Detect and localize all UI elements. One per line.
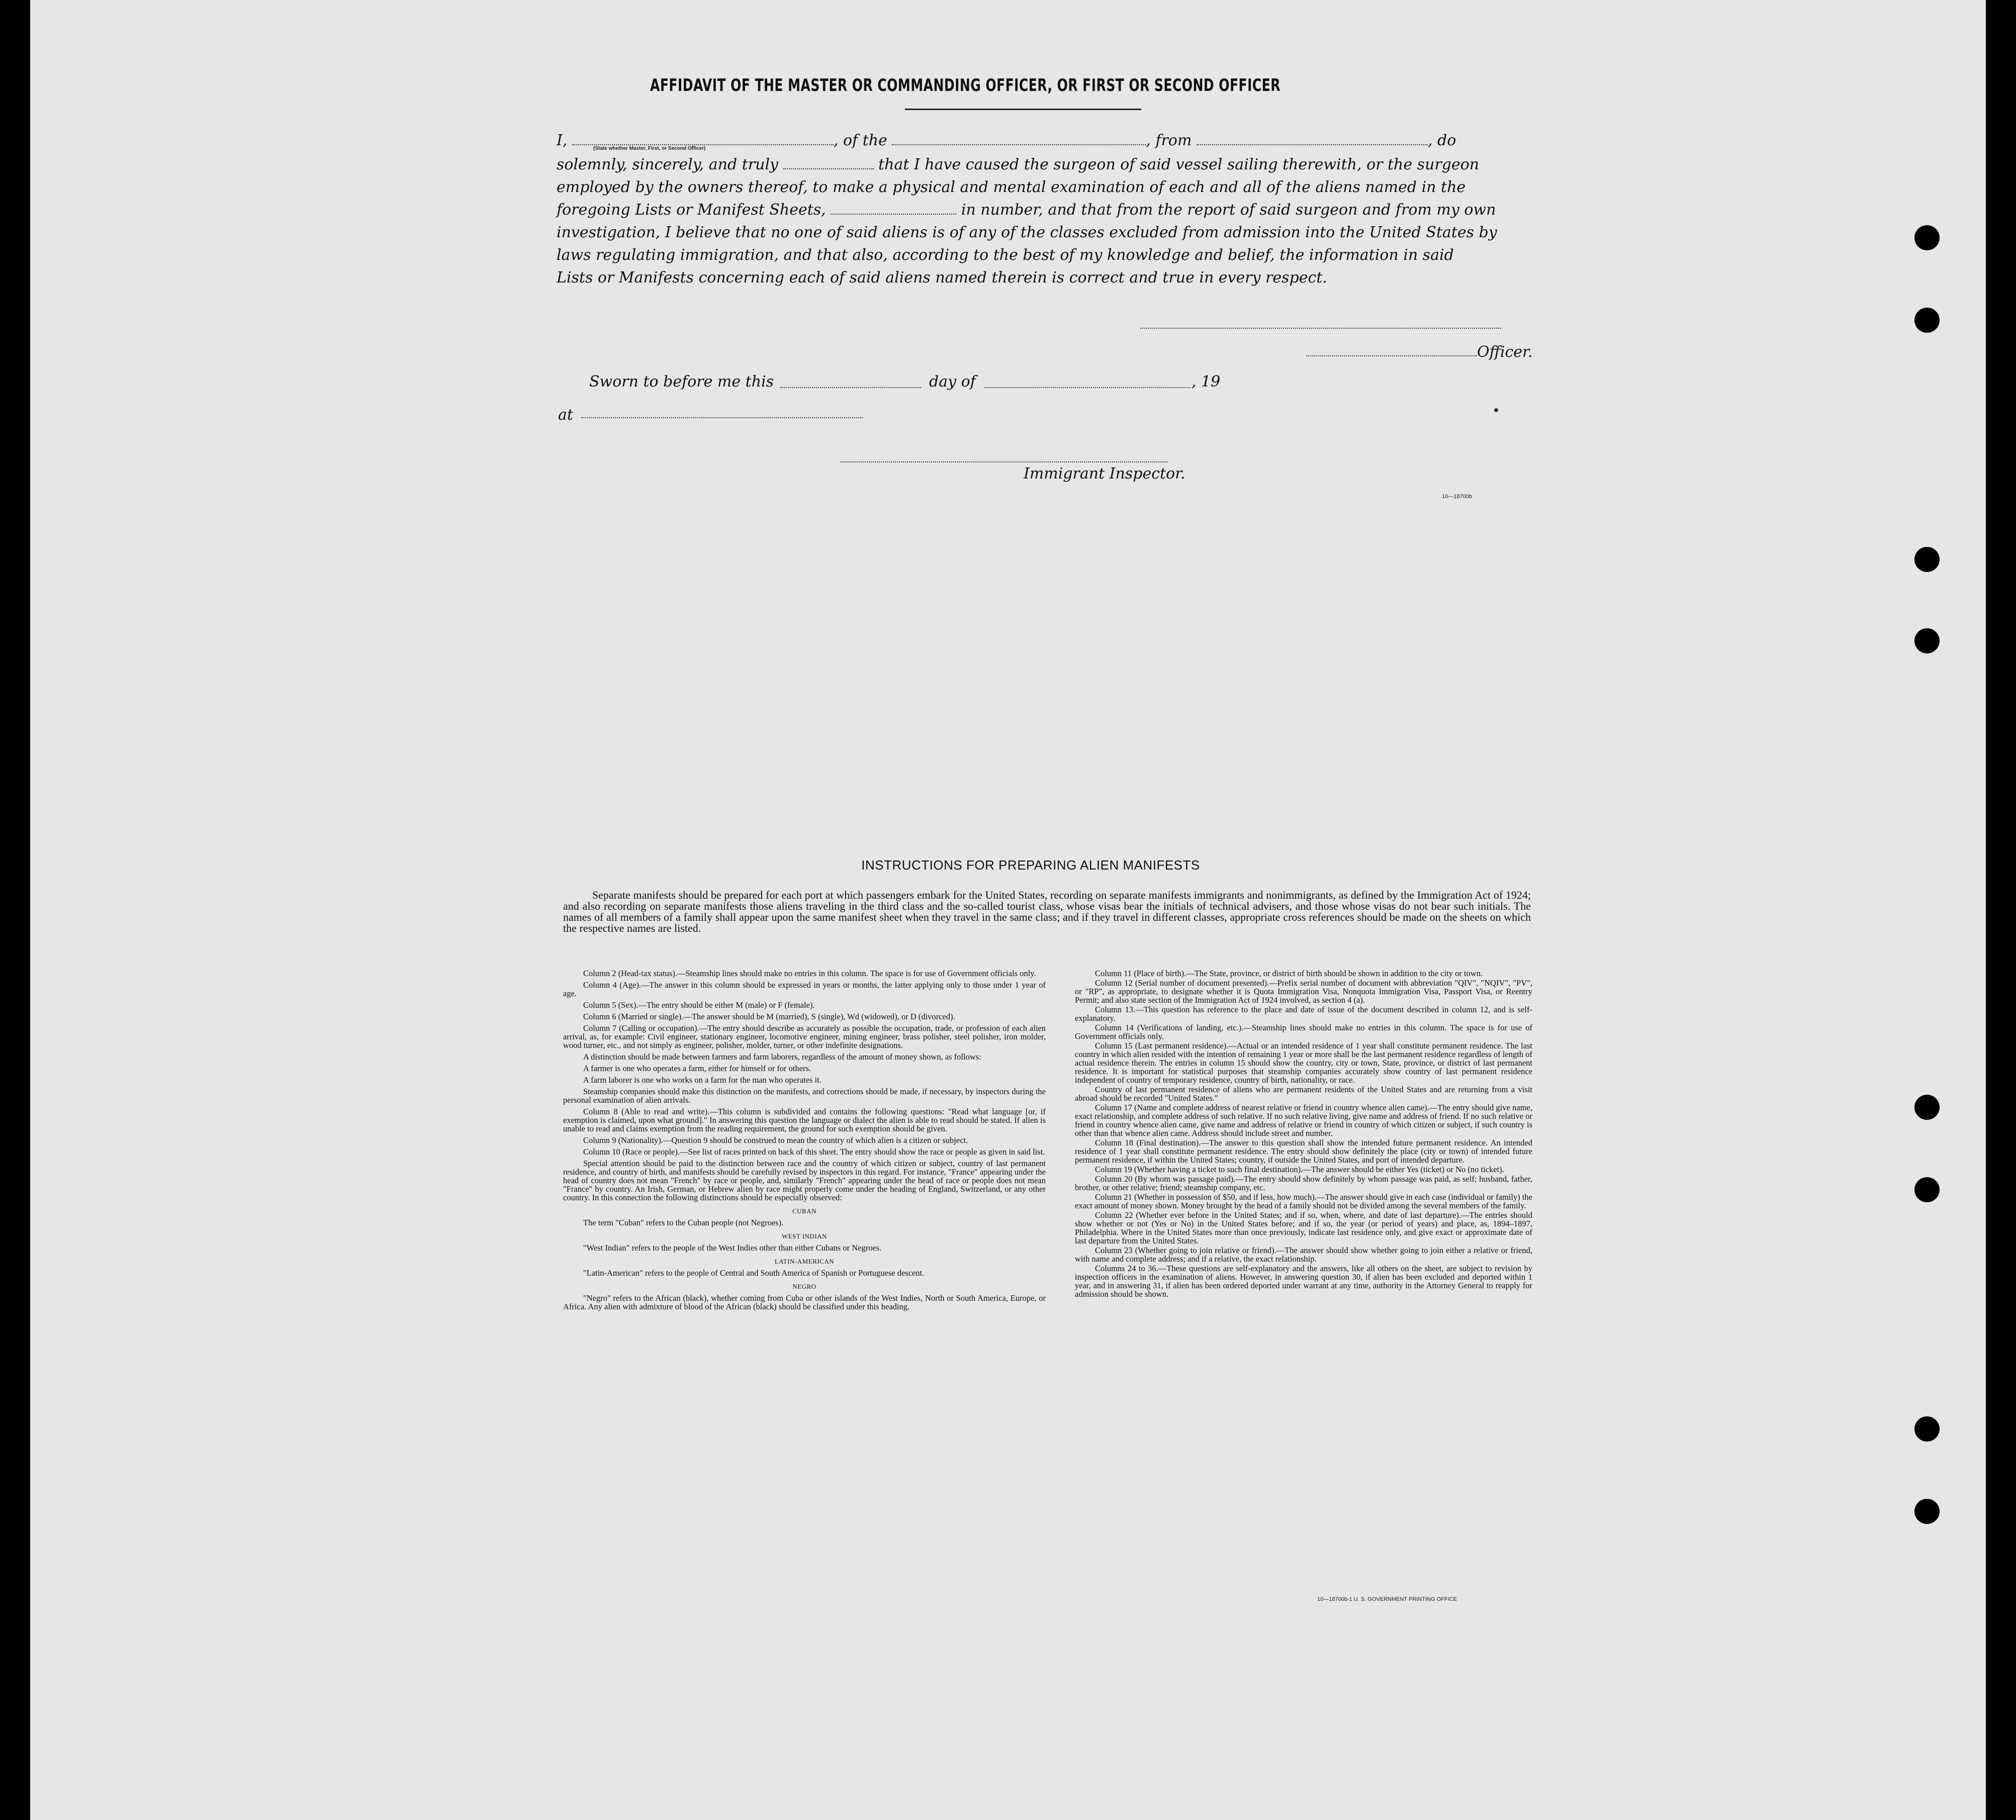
sworn-text: Sworn to before me this [589,373,774,391]
instruction-paragraph: Column 4 (Age).—The answer in this column should be expressed in years or months, the latter applying only to those under 1 year of age. [563,980,1046,998]
affidavit-text: , do [1427,132,1456,149]
subheading-latin-american: LATIN-AMERICAN [774,1258,835,1265]
instruction-paragraph: Column 8 (Able to read and write).—This column is subdivided and contains the following questions: "Read what language [or, if exemption is claimed, upon what ground]." In answering this question the language or dialect the alien is able to read should be stated. If alien is unable to read and claims exemption from the reading requirement, the ground for such exemption should be given. [563,1107,1046,1133]
sworn-dayof: day of [929,373,976,391]
binder-hole [1914,1499,1940,1524]
officer-name-line[interactable] [1306,354,1477,356]
affidavit-line-2 [557,156,1532,173]
form-number: 10—18700b [1442,494,1472,500]
instruction-paragraph: A farmer is one who operates a farm, either for himself or for others. [583,1064,811,1073]
instructions-left-column [563,969,1046,1314]
inspector-label: Immigrant Inspector. [1024,465,1185,483]
instructions-title: INSTRUCTIONS FOR PREPARING ALIEN MANIFESTS [861,857,1200,873]
instruction-paragraph: Column 13.—This question has reference to the place and date of issue of the document described in column 12, and is self-explanatory. [1075,1005,1532,1023]
sworn-day-field[interactable] [780,386,921,388]
instruction-paragraph: A distinction should be made between farmers and farm laborers, regardless of the amount of money shown, as follows: [583,1052,981,1062]
instruction-paragraph: Column 2 (Head-tax status).—Steamship lines should make no entries in this column. The space is for use of Government officials only. [583,969,1036,978]
affidavit-line-7 [557,269,1532,286]
instruction-paragraph: Column 11 (Place of birth).—The State, province, or district of birth should be shown in addition to the city or town. [1095,969,1483,978]
vessel-name-field[interactable] [892,133,1146,145]
sheet-count-field[interactable] [831,203,956,215]
binder-hole [1914,225,1940,250]
subheading-cuban: CUBAN [792,1207,816,1215]
affidavit-line-3 [557,178,1532,196]
affidavit-line-4 [557,201,1532,219]
binder-hole [1914,308,1940,333]
binder-hole [1914,547,1940,572]
binder-hole [1914,628,1940,653]
at-label: at [558,406,573,424]
affidavit-text: investigation, I believe that no one of said aliens is of any of the classes excluded from admission into the United States by [557,224,1497,241]
instruction-paragraph: "West Indian" refers to the people of the West Indies other than either Cubans or Negroes. [583,1243,882,1253]
port-from-field[interactable] [1197,133,1428,145]
affidavit-text: , from [1146,132,1192,149]
affidavit-text: Lists or Manifests concerning each of said aliens named therein is correct and true in every respect. [557,269,1327,286]
instruction-paragraph: A farm laborer is one who works on a farm for the man who operates it. [583,1075,821,1085]
binder-hole [1914,1177,1940,1202]
affidavit-text: in number, and that from the report of said surgeon and from my own [961,201,1496,219]
document-sheet [30,0,1986,1820]
instruction-paragraph: Column 22 (Whether ever before in the United States; and if so, when, where, and date of last departure).—The entries should show whether or not (Yes or No) in the United States before; and if so, the year (or period of years) and place, as, 1894–1897, Philadelphia. Where in the United States more than once previously, indicate last residence only, and give exact or approximate date of last departure from the United States. [1075,1210,1532,1246]
instructions-intro: Separate manifests should be prepared for each port at which passengers embark for the United States, recording on separate manifests immigrants and nonimmigrants, as defined by the Immigration Act of 1924; and also recording on separate manifests those aliens traveling in the third class and the so-called tourist class, whose visas bear the initials of technical advisers, and those whose visas do not bear such initials. The names of all members of a family shall appear upon the same manifest sheet when they travel in the same class; and if they travel in different classes, appropriate cross references should be made on the sheets on which the respective names are listed. [563,889,1531,934]
instruction-paragraph: "Negro" refers to the African (black), whether coming from Cuba or other islands of the West Indies, North or South America, Europe, or Africa. Any alien with admixture of blood of the African (black) should be classified under this heading. [563,1293,1046,1311]
instruction-paragraph: Column 21 (Whether in possession of $50, and if less, how much).—The answer should give in each case (individual or family) the exact amount of money shown. Money brought by the head of a family should not be divided among the several members of the family. [1075,1192,1532,1210]
instruction-paragraph: Column 17 (Name and complete address of nearest relative or friend in country whence alien came).—The entry should give name, exact relationship, and complete address of such relative. If no such relative living, give name and address of friend. If no such relative or friend in country whence alien came, give name and address of relative or friend in country of which citizen or subject, if such country is other than that whence alien came. Address should include street and number. [1075,1103,1532,1138]
instruction-paragraph: Column 6 (Married or single).—The answer should be M (married), S (single), Wd (widowed), or D (divorced). [583,1012,955,1021]
instruction-paragraph: Column 20 (By whom was passage paid).—The entry should show definitely by whom passage was paid, as self; husband, father, brother, or other relative; friend; steamship company, etc. [1075,1174,1532,1192]
rank-hint: (State whether Master, First, or Second Officer) [593,146,706,151]
instruction-paragraph: The term "Cuban" refers to the Cuban people (not Negroes). [583,1218,784,1227]
subheading-west-indian: WEST INDIAN [781,1232,828,1240]
instruction-paragraph: Columns 24 to 36.—These questions are self-explanatory and the answers, like all others on the sheet, are subject to revision by inspection officers in the examination of aliens. However, in answering question 30, if alien has been excluded and deported within 1 year, and in answering 31, if alien has been ordered deported under warrant at any time, authority in the Attorney General to reapply for admission should be shown. [1075,1264,1532,1299]
instruction-paragraph: Special attention should be paid to the distinction between race and the country of which citizen or subject, country of last permanent residence, and country of birth, and manifests should be carefully revised by inspectors in this regard. For instance, "France" appearing under the head of country does not mean "French" by race or people, and, similarly "French" appearing under the head of race or people does not mean "France" by country. An Irish, German, or Hebrew alien by race might properly come under the heading of England, Switzerland, or any other country. In this connection the following distinctions should be especially observed: [563,1159,1046,1202]
ink-dot [1494,408,1498,412]
affidavit-text: foregoing Lists or Manifest Sheets, [557,201,826,219]
instruction-paragraph: Column 5 (Sex).—The entry should be either M (male) or F (female). [583,1000,815,1010]
affidavit-line-5 [557,224,1532,241]
sworn-year: , 19 [1192,373,1221,391]
binder-hole [1914,1095,1940,1120]
affidavit-text: , of the [833,132,887,149]
inspector-signature-line[interactable] [841,460,1167,462]
instruction-paragraph: Steamship companies should make this distinction on the manifests, and corrections should be made, if necessary, by inspectors during the personal examination of alien arrivals. [563,1087,1046,1105]
instruction-paragraph: Column 18 (Final destination).—The answer to this question shall show the intended future permanent residence. An intended residence of 1 year shall constitute permanent residence. The entry should show definitely the place (city or town) of intended future permanent residence, if within the United States; country, if outside the United States, and port of intended departure. [1075,1138,1532,1165]
affidavit-text: that I have caused the surgeon of said vessel sailing therewith, or the surgeon [878,156,1480,173]
instruction-paragraph: Column 12 (Serial number of document presented).—Prefix serial number of document with abbreviation "QIV", "NQIV", "PV", or "RP", as appropriate, to designate whether it is Quota Immigration Visa, Nonquota Immigration Visa, Passport Visa, or Reentry Permit; and also state section of the Immigration Act of 1924 involved, as section 4 (a). [1075,978,1532,1005]
affidavit-text: employed by the owners thereof, to make a physical and mental examination of each and all of the aliens named in the [557,178,1466,196]
instruction-paragraph: Column 14 (Verifications of landing, etc.).—Steamship lines should make no entries in this column. The space is for use of Government officials only. [1075,1023,1532,1041]
affidavit-text: laws regulating immigration, and that also, according to the best of my knowledge and belief, the information in said [557,246,1454,264]
affidavit-text: solemnly, sincerely, and truly [557,156,779,173]
instruction-paragraph: Column 23 (Whether going to join relative or friend).—The answer should show whether going to join either a relative or friend, with name and complete address; and if a relative, the exact relationship. [1075,1246,1532,1264]
subheading-negro: NEGRO [792,1283,816,1290]
instruction-paragraph: Column 7 (Calling or occupation).—The entry should describe as accurately as possible the occupation, trade, or profession of each alien arrival, as, for example: Civil engineer, stationary engineer, locomotive engineer, mining engineer, brass polisher, steel polisher, iron molder, wood turner, etc., and not simply as engineer, polisher, molder, turner, or other indefinite designations. [563,1023,1046,1050]
affidavit-line-6 [557,246,1532,264]
officer-rank-field[interactable] [572,133,834,145]
instruction-paragraph: "Latin-American" refers to the people of Central and South America of Spanish or Portuguese descent. [583,1268,925,1278]
officer-signature-line[interactable] [1140,327,1501,329]
instruction-paragraph: Column 15 (Last permanent residence).—Actual or an intended residence of 1 year shall constitute permanent residence. The last country in which alien resided with the intention of remaining 1 year or more shall be the last permanent residence regardless of length of actual residence therein. The entries in column 15 should show the country, city or town, State, province, or district of last permanent residence. It is important for statistical purposes that steamship companies accurately show country of last permanent residence independent of country of temporary residence, country of birth, nationality, or race. [1075,1041,1532,1085]
instructions-right-column [1075,969,1532,1299]
instruction-paragraph: Country of last permanent residence of aliens who are permanent residents of the United States and are returning from a visit abroad should be recorded "United States." [1075,1085,1532,1103]
title-rule [905,109,1141,110]
instruction-paragraph: Column 9 (Nationality).—Question 9 should be construed to mean the country of which alien is a citizen or subject. [583,1135,968,1145]
officer-label: Officer. [1477,343,1533,361]
binder-hole [1914,1416,1940,1442]
affidavit-title: AFFIDAVIT OF THE MASTER OR COMMANDING OFFICER, OR FIRST OR SECOND OFFICER [650,75,1280,95]
sworn-month-field[interactable] [984,386,1190,388]
place-field[interactable] [581,416,863,418]
affidavit-text: I, [557,132,568,149]
oath-field[interactable] [783,157,874,169]
printing-office-footer: 10—18700b-1 U. S. GOVERNMENT PRINTING OFFICE [1317,1596,1457,1602]
instruction-paragraph: Column 19 (Whether having a ticket to such final destination).—The answer should be either Yes (ticket) or No (no ticket). [1095,1165,1504,1174]
instruction-paragraph: Column 10 (Race or people).—See list of races printed on back of this sheet. The entry should show the race or people as given in said list. [583,1147,1045,1157]
